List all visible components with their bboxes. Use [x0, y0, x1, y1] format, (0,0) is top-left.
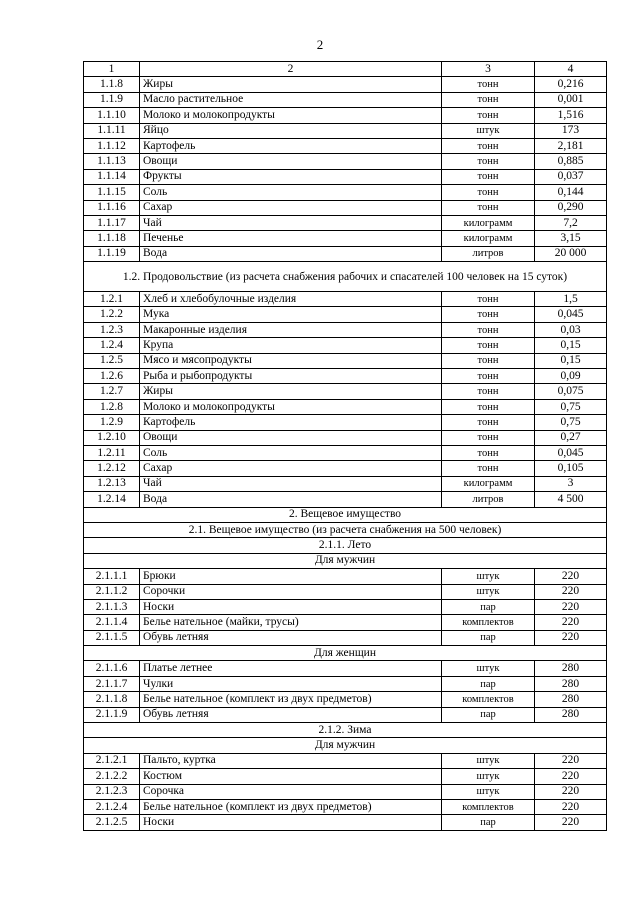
item-number: 1.2.2: [84, 307, 140, 322]
item-name: Мясо и мясопродукты: [140, 353, 442, 368]
item-number: 1.1.19: [84, 246, 140, 261]
table-row: [84, 108, 607, 123]
item-number: 1.1.18: [84, 231, 140, 246]
item-quantity: 7,2: [535, 215, 607, 230]
table-row: [84, 338, 607, 353]
item-quantity: 0,144: [535, 185, 607, 200]
column-header-3: 3: [442, 62, 535, 77]
item-number: 2.1.1.9: [84, 707, 140, 722]
item-number: 2.1.1.6: [84, 661, 140, 676]
item-number: 1.1.12: [84, 138, 140, 153]
table-row: [84, 815, 607, 830]
item-quantity: 280: [535, 661, 607, 676]
item-quantity: 4 500: [535, 492, 607, 507]
item-name: Молоко и молокопродукты: [140, 399, 442, 414]
item-number: 2.1.2.1: [84, 753, 140, 768]
item-number: 2.1.1.5: [84, 630, 140, 645]
item-unit: комплектов: [442, 692, 535, 707]
table-row: [84, 784, 607, 799]
item-quantity: 0,03: [535, 322, 607, 337]
item-number: 2.1.1.2: [84, 584, 140, 599]
item-quantity: 280: [535, 676, 607, 691]
table-row: [84, 415, 607, 430]
table-row: [84, 615, 607, 630]
item-quantity: 220: [535, 599, 607, 614]
item-quantity: 220: [535, 799, 607, 814]
item-unit: штук: [442, 661, 535, 676]
item-unit: пар: [442, 630, 535, 645]
table-row: [84, 399, 607, 414]
item-number: 1.2.10: [84, 430, 140, 445]
item-name: Сорочки: [140, 584, 442, 599]
item-quantity: 220: [535, 753, 607, 768]
item-name: Вода: [140, 492, 442, 507]
table-row: [84, 92, 607, 107]
item-unit: тонн: [442, 430, 535, 445]
item-quantity: 0,216: [535, 77, 607, 92]
table-row: [84, 231, 607, 246]
item-number: 1.2.6: [84, 369, 140, 384]
item-number: 1.2.11: [84, 445, 140, 460]
table-row: [84, 599, 607, 614]
table-row: [84, 661, 607, 676]
table-row: [84, 185, 607, 200]
item-quantity: 0,001: [535, 92, 607, 107]
section-title: 2.1.1. Лето: [84, 538, 607, 553]
table-row: [84, 169, 607, 184]
table-row: [84, 445, 607, 460]
item-name: Овощи: [140, 430, 442, 445]
section-header-row: [84, 507, 607, 522]
table-row: [84, 369, 607, 384]
item-quantity: 2,181: [535, 138, 607, 153]
table-row: [84, 476, 607, 491]
item-unit: килограмм: [442, 215, 535, 230]
section-header-row: [84, 522, 607, 537]
item-name: Чай: [140, 476, 442, 491]
item-name: Белье нательное (комплект из двух предметов): [140, 692, 442, 707]
item-number: 1.2.1: [84, 292, 140, 307]
item-name: Чулки: [140, 676, 442, 691]
section-title: Для мужчин: [84, 738, 607, 753]
item-name: Белье нательное (майки, трусы): [140, 615, 442, 630]
table-row: [84, 461, 607, 476]
item-quantity: 280: [535, 707, 607, 722]
item-quantity: 220: [535, 784, 607, 799]
column-header-1: 1: [84, 62, 140, 77]
item-unit: тонн: [442, 384, 535, 399]
item-number: 2.1.2.2: [84, 769, 140, 784]
section-title: Для женщин: [84, 646, 607, 661]
item-quantity: 173: [535, 123, 607, 138]
item-number: 1.1.16: [84, 200, 140, 215]
item-quantity: 0,885: [535, 154, 607, 169]
item-unit: тонн: [442, 353, 535, 368]
item-quantity: 1,516: [535, 108, 607, 123]
item-quantity: 0,075: [535, 384, 607, 399]
item-unit: комплектов: [442, 799, 535, 814]
item-name: Рыба и рыбопродукты: [140, 369, 442, 384]
item-name: Картофель: [140, 138, 442, 153]
item-number: 1.1.9: [84, 92, 140, 107]
table-row: [84, 200, 607, 215]
item-name: Жиры: [140, 384, 442, 399]
table-row: [84, 353, 607, 368]
section-title: Для мужчин: [84, 553, 607, 568]
item-quantity: 0,045: [535, 445, 607, 460]
item-name: Брюки: [140, 569, 442, 584]
item-name: Белье нательное (комплект из двух предметов): [140, 799, 442, 814]
item-unit: килограмм: [442, 476, 535, 491]
item-unit: тонн: [442, 415, 535, 430]
item-number: 2.1.2.4: [84, 799, 140, 814]
item-unit: тонн: [442, 399, 535, 414]
section-title: 2.1. Вещевое имущество (из расчета снабжения на 500 человек): [84, 522, 607, 537]
item-name: Мука: [140, 307, 442, 322]
item-name: Картофель: [140, 415, 442, 430]
item-unit: штук: [442, 123, 535, 138]
item-unit: тонн: [442, 169, 535, 184]
item-unit: тонн: [442, 292, 535, 307]
item-name: Крупа: [140, 338, 442, 353]
item-number: 1.1.13: [84, 154, 140, 169]
item-name: Овощи: [140, 154, 442, 169]
item-name: Носки: [140, 599, 442, 614]
section-header-row: [84, 262, 607, 292]
supply-table-body: [84, 62, 607, 831]
item-unit: тонн: [442, 77, 535, 92]
table-row: [84, 430, 607, 445]
item-quantity: 0,15: [535, 353, 607, 368]
table-row: [84, 322, 607, 337]
item-quantity: 220: [535, 769, 607, 784]
section-header-row: [84, 538, 607, 553]
item-quantity: 3: [535, 476, 607, 491]
item-number: 1.2.12: [84, 461, 140, 476]
section-header-row: [84, 646, 607, 661]
item-unit: тонн: [442, 92, 535, 107]
item-unit: тонн: [442, 307, 535, 322]
table-row: [84, 246, 607, 261]
item-unit: пар: [442, 815, 535, 830]
item-name: Обувь летняя: [140, 707, 442, 722]
item-unit: литров: [442, 492, 535, 507]
table-row: [84, 799, 607, 814]
table-row: [84, 384, 607, 399]
item-name: Макаронные изделия: [140, 322, 442, 337]
table-row: [84, 753, 607, 768]
table-row: [84, 584, 607, 599]
item-number: 1.1.17: [84, 215, 140, 230]
item-name: Масло растительное: [140, 92, 442, 107]
column-header-2: 2: [140, 62, 442, 77]
item-name: Печенье: [140, 231, 442, 246]
item-unit: штук: [442, 784, 535, 799]
item-quantity: 20 000: [535, 246, 607, 261]
table-row: [84, 569, 607, 584]
item-unit: тонн: [442, 138, 535, 153]
item-quantity: 220: [535, 584, 607, 599]
table-row: [84, 707, 607, 722]
item-unit: тонн: [442, 369, 535, 384]
item-unit: штук: [442, 769, 535, 784]
item-name: Костюм: [140, 769, 442, 784]
section-header-row: [84, 723, 607, 738]
item-number: 2.1.1.1: [84, 569, 140, 584]
table-row: [84, 307, 607, 322]
item-name: Сорочка: [140, 784, 442, 799]
section-header-row: [84, 738, 607, 753]
item-unit: пар: [442, 676, 535, 691]
section-title: 2.1.2. Зима: [84, 723, 607, 738]
section-header-row: [84, 553, 607, 568]
item-name: Фрукты: [140, 169, 442, 184]
item-unit: тонн: [442, 338, 535, 353]
table-row: [84, 769, 607, 784]
page-number: 2: [316, 37, 324, 52]
item-quantity: 0,27: [535, 430, 607, 445]
item-number: 1.2.4: [84, 338, 140, 353]
item-number: 1.2.7: [84, 384, 140, 399]
table-row: [84, 676, 607, 691]
item-number: 1.2.14: [84, 492, 140, 507]
item-quantity: 0,75: [535, 399, 607, 414]
table-row: [84, 292, 607, 307]
item-number: 1.1.15: [84, 185, 140, 200]
item-number: 2.1.1.7: [84, 676, 140, 691]
item-quantity: 1,5: [535, 292, 607, 307]
item-name: Жиры: [140, 77, 442, 92]
table-row: [84, 138, 607, 153]
column-header-4: 4: [535, 62, 607, 77]
item-number: 1.2.8: [84, 399, 140, 414]
item-unit: килограмм: [442, 231, 535, 246]
item-quantity: 0,037: [535, 169, 607, 184]
item-number: 1.2.9: [84, 415, 140, 430]
item-number: 2.1.1.8: [84, 692, 140, 707]
item-quantity: 0,290: [535, 200, 607, 215]
table-row: [84, 492, 607, 507]
item-quantity: 0,105: [535, 461, 607, 476]
item-unit: тонн: [442, 200, 535, 215]
item-unit: тонн: [442, 154, 535, 169]
item-unit: тонн: [442, 185, 535, 200]
table-row: [84, 154, 607, 169]
table-row: [84, 215, 607, 230]
item-quantity: 0,09: [535, 369, 607, 384]
item-name: Носки: [140, 815, 442, 830]
item-name: Сахар: [140, 461, 442, 476]
item-number: 2.1.2.3: [84, 784, 140, 799]
item-name: Обувь летняя: [140, 630, 442, 645]
item-quantity: 280: [535, 692, 607, 707]
item-name: Яйцо: [140, 123, 442, 138]
table-row: [84, 630, 607, 645]
item-unit: пар: [442, 599, 535, 614]
item-quantity: 3,15: [535, 231, 607, 246]
item-number: 1.1.8: [84, 77, 140, 92]
item-name: Платье летнее: [140, 661, 442, 676]
item-unit: комплектов: [442, 615, 535, 630]
item-name: Вода: [140, 246, 442, 261]
section-title: 2. Вещевое имущество: [84, 507, 607, 522]
section-title: 1.2. Продовольствие (из расчета снабжения рабочих и спасателей 100 человек на 15 суток): [84, 262, 607, 292]
item-name: Сахар: [140, 200, 442, 215]
item-number: 1.2.3: [84, 322, 140, 337]
item-name: Пальто, куртка: [140, 753, 442, 768]
item-quantity: 220: [535, 815, 607, 830]
column-header-row: [84, 62, 607, 77]
item-number: 2.1.1.4: [84, 615, 140, 630]
item-name: Чай: [140, 215, 442, 230]
item-quantity: 220: [535, 615, 607, 630]
table-row: [84, 77, 607, 92]
item-quantity: 0,15: [535, 338, 607, 353]
item-name: Молоко и молокопродукты: [140, 108, 442, 123]
item-name: Соль: [140, 185, 442, 200]
item-number: 1.2.13: [84, 476, 140, 491]
item-number: 1.2.5: [84, 353, 140, 368]
item-unit: тонн: [442, 445, 535, 460]
item-unit: штук: [442, 584, 535, 599]
item-unit: литров: [442, 246, 535, 261]
item-number: 2.1.1.3: [84, 599, 140, 614]
item-quantity: 0,75: [535, 415, 607, 430]
item-name: Хлеб и хлебобулочные изделия: [140, 292, 442, 307]
supply-table: [83, 61, 607, 831]
item-unit: тонн: [442, 322, 535, 337]
item-number: 1.1.11: [84, 123, 140, 138]
item-name: Соль: [140, 445, 442, 460]
item-quantity: 220: [535, 569, 607, 584]
item-unit: штук: [442, 753, 535, 768]
item-unit: пар: [442, 707, 535, 722]
item-unit: тонн: [442, 461, 535, 476]
item-unit: тонн: [442, 108, 535, 123]
item-number: 2.1.2.5: [84, 815, 140, 830]
item-quantity: 0,045: [535, 307, 607, 322]
item-unit: штук: [442, 569, 535, 584]
table-row: [84, 692, 607, 707]
item-quantity: 220: [535, 630, 607, 645]
item-number: 1.1.10: [84, 108, 140, 123]
table-row: [84, 123, 607, 138]
item-number: 1.1.14: [84, 169, 140, 184]
